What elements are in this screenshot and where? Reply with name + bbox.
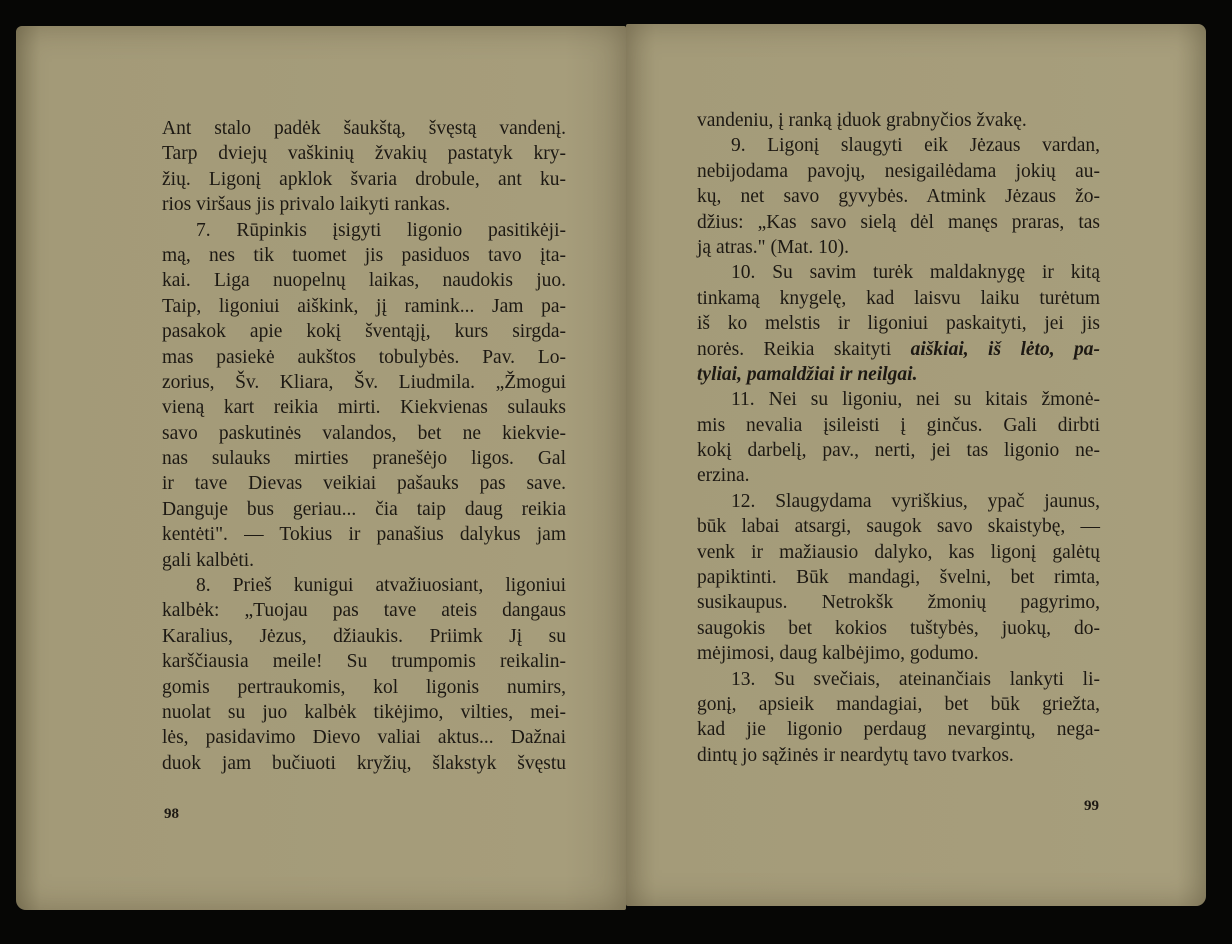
- text-line: [162, 675, 566, 700]
- line-text: būk labai atsargi, saugok savo skaistybę, —: [697, 516, 1100, 538]
- text-line: [697, 210, 1100, 235]
- line-text: žių. Ligonį apklok švaria drobule, ant ku-: [162, 168, 566, 190]
- text-line: [697, 667, 1100, 692]
- line-text: 11. Nei su ligoniu, nei su kitais žmonė-: [731, 389, 1100, 411]
- text-line: [697, 540, 1100, 565]
- line-text: mėjimosi, daug kalbėjimo, godumo.: [697, 643, 979, 665]
- italic-text: aiškiai, iš lėto, pa-: [910, 338, 1100, 360]
- text-line: [697, 413, 1100, 438]
- text-line: [162, 522, 566, 547]
- text-line: [162, 471, 566, 496]
- text-line: [162, 141, 566, 166]
- line-text: kų, net savo gyvybės. Atmink Jėzaus žo-: [697, 186, 1100, 208]
- text-line: [697, 337, 1100, 362]
- line-text: 10. Su savim turėk maldaknygę ir kitą: [731, 262, 1100, 284]
- line-text: Taip, ligoniui aiškink, jį ramink... Jam pa-: [162, 295, 566, 317]
- line-text: lės, pasidavimo Dievo valiai aktus... Dažnai: [162, 727, 566, 749]
- line-text: savo paskutinės valandos, bet ne kiekvie-: [162, 422, 566, 444]
- text-line: [162, 218, 566, 243]
- page-number: 99: [1084, 798, 1099, 814]
- text-line: [162, 395, 566, 420]
- line-text: gomis pertraukomis, kol ligonis numirs,: [162, 676, 566, 698]
- line-text: kai. Liga nuopelnų laikas, naudokis juo.: [162, 270, 566, 292]
- line-text: 9. Ligonį slaugyti eik Jėzaus vardan,: [731, 135, 1100, 157]
- line-text: iš ko melstis ir ligoniui paskaityti, jei jis: [697, 313, 1100, 335]
- text-line: [697, 159, 1100, 184]
- line-text: Karalius, Jėzus, džiaukis. Priimk Jį su: [162, 625, 566, 647]
- line-text: norės. Reikia skaityti: [697, 338, 911, 360]
- line-text: rios viršaus jis privalo laikyti rankas.: [162, 194, 451, 216]
- text-line: [162, 700, 566, 725]
- line-text: vieną kart reikia mirti. Kiekvienas sulauks: [162, 397, 566, 419]
- left-page: [16, 26, 626, 910]
- line-text: papiktinti. Būk mandagi, švelni, bet rimta,: [697, 567, 1100, 589]
- text-line: [697, 311, 1100, 336]
- line-text: nas sulauks mirties pranešėjo ligos. Gal: [162, 448, 566, 470]
- text-line: [162, 548, 566, 573]
- line-text: ir tave Dievas veikiai pašauks pas save.: [162, 473, 566, 495]
- text-line: [162, 751, 566, 776]
- right-page-text: [697, 108, 1100, 768]
- text-line: [162, 725, 566, 750]
- text-line: [697, 641, 1100, 666]
- line-text: džius: „Kas savo sielą dėl manęs praras, tas: [697, 211, 1100, 233]
- text-line: [162, 192, 566, 217]
- text-line: [697, 362, 1100, 387]
- line-text: Ant stalo padėk šaukštą, švęstą vandenį.: [162, 118, 566, 139]
- text-line: [697, 743, 1100, 768]
- line-text: ją atras." (Mat. 10).: [697, 236, 849, 258]
- line-text: karščiausia meile! Su trumpomis reikalin-: [162, 651, 566, 673]
- line-text: mas pasiekė aukštos tobulybės. Pav. Lo-: [162, 346, 566, 368]
- text-line: [697, 235, 1100, 260]
- text-line: [162, 598, 566, 623]
- text-line: [162, 243, 566, 268]
- text-line: [162, 446, 566, 471]
- page-number: 98: [164, 806, 179, 822]
- line-text: kokį darbelį, pav., nerti, jei tas ligonio ne-: [697, 440, 1100, 462]
- line-text: 12. Slaugydama vyriškius, ypač jaunus,: [731, 490, 1100, 512]
- text-line: [162, 649, 566, 674]
- line-text: erzina.: [697, 465, 750, 487]
- text-line: [162, 294, 566, 319]
- text-line: [162, 573, 566, 598]
- text-line: [697, 387, 1100, 412]
- italic-text: tyliai, pamaldžiai ir neilgai.: [697, 363, 918, 385]
- text-line: [162, 370, 566, 395]
- line-text: Danguje bus geriau... čia taip daug reikia: [162, 498, 566, 520]
- text-line: [697, 260, 1100, 285]
- line-text: kad jie ligonio perdaug nevargintų, nega-: [697, 719, 1100, 741]
- line-text: mis nevalia įsileisti į ginčus. Gali dirbti: [697, 414, 1100, 436]
- line-text: Tarp dviejų vaškinių žvakių pastatyk kry-: [162, 143, 566, 165]
- line-text: vandeniu, į ranką įduok grabnyčios žvakę.: [697, 110, 1027, 131]
- text-line: [697, 184, 1100, 209]
- text-line: [697, 717, 1100, 742]
- line-text: saugokis bet kokios tuštybės, juokų, do-: [697, 617, 1100, 639]
- text-line: [697, 133, 1100, 158]
- line-text: 8. Prieš kunigui atvažiuosiant, ligoniui: [196, 575, 566, 597]
- line-text: 13. Su svečiais, ateinančiais lankyti li-: [731, 668, 1100, 690]
- text-line: [697, 514, 1100, 539]
- line-text: 7. Rūpinkis įsigyti ligonio pasitikėji-: [196, 219, 566, 241]
- text-line: [162, 421, 566, 446]
- line-text: dintų jo sąžinės ir neardytų tavo tvarkos.: [697, 744, 1014, 766]
- text-line: [162, 624, 566, 649]
- line-text: mą, nes tik tuomet jis pasiduos tavo įta-: [162, 244, 566, 266]
- right-page: [626, 24, 1206, 906]
- line-text: susikaupus. Netrokšk žmonių pagyrimo,: [697, 592, 1100, 614]
- line-text: nebijodama pavojų, nesigailėdama jokių au-: [697, 160, 1100, 182]
- text-line: [162, 497, 566, 522]
- line-text: gali kalbėti.: [162, 549, 255, 571]
- text-line: [697, 590, 1100, 615]
- text-line: [697, 438, 1100, 463]
- text-line: [162, 345, 566, 370]
- left-page-text: [162, 116, 566, 776]
- text-line: [697, 108, 1100, 133]
- line-text: tinkamą knygelę, kad laisvu laiku turėtum: [697, 287, 1100, 309]
- line-text: kalbėk: „Tuojau pas tave ateis dangaus: [162, 600, 566, 622]
- line-text: gonį, apsieik mandagiai, bet būk griežta,: [697, 693, 1100, 715]
- line-text: pasakok apie kokį šventąjį, kurs sirgda-: [162, 321, 566, 343]
- text-line: [697, 463, 1100, 488]
- line-text: nuolat su juo kalbėk tikėjimo, vilties, mei-: [162, 701, 566, 723]
- line-text: kentėti". — Tokius ir panašius dalykus jam: [162, 524, 566, 546]
- text-line: [162, 116, 566, 141]
- line-text: zorius, Šv. Kliara, Šv. Liudmila. „Žmogui: [162, 371, 566, 393]
- text-line: [162, 268, 566, 293]
- line-text: duok jam bučiuoti kryžių, šlakstyk švęstu: [162, 752, 566, 774]
- text-line: [697, 616, 1100, 641]
- line-text: venk ir mažiausio dalyko, kas ligonį galėtų: [697, 541, 1100, 563]
- text-line: [162, 319, 566, 344]
- text-line: [697, 692, 1100, 717]
- text-line: [697, 286, 1100, 311]
- text-line: [697, 565, 1100, 590]
- text-line: [162, 167, 566, 192]
- text-line: [697, 489, 1100, 514]
